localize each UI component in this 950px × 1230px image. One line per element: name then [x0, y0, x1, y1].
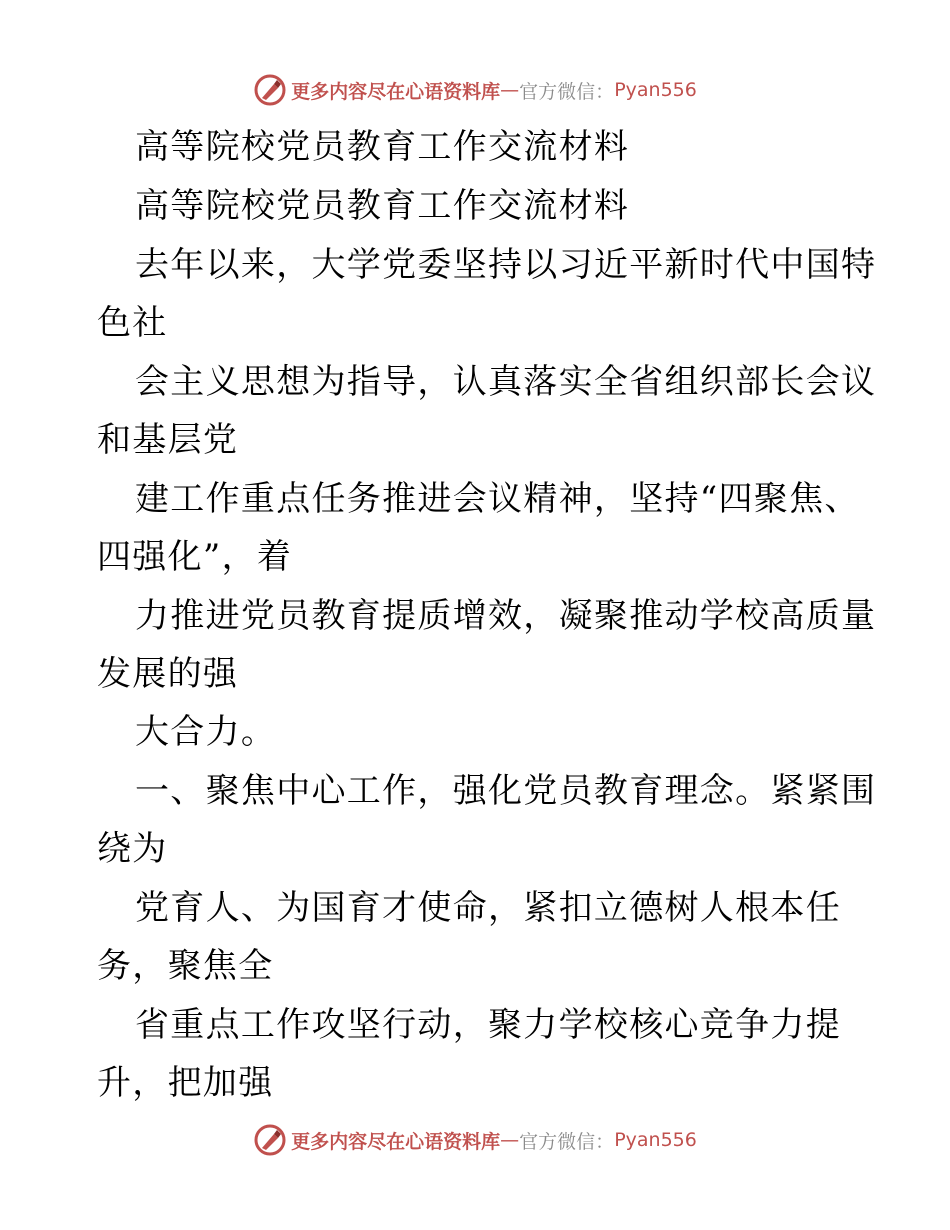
- paragraph-line: 务，聚焦全: [97, 946, 274, 986]
- header-watermark-banner: [0, 70, 950, 110]
- banner-main-text: 更多内容尽在心语资料库: [291, 1130, 501, 1153]
- banner-wechat-label: 官方微信：: [519, 1130, 615, 1153]
- banner-dash: —: [500, 79, 520, 101]
- paragraph-line: 色社: [97, 303, 168, 343]
- paragraph-line: 和基层党: [97, 420, 239, 460]
- paragraph-line: 大合力。: [135, 712, 277, 752]
- paragraph-line: 绕为: [97, 829, 168, 869]
- paragraph-line: 建工作重点任务推进会议精神，坚持“四聚焦、: [135, 479, 860, 519]
- banner-main-text: 更多内容尽在心语资料库: [291, 80, 501, 103]
- paragraph-line: 去年以来，大学党委坚持以习近平新时代中国特: [135, 245, 877, 285]
- banner-wechat-id: Pyan556: [614, 79, 697, 101]
- paragraph-line: 会主义思想为指导，认真落实全省组织部长会议: [135, 362, 877, 402]
- paragraph-line: 党育人、为国育才使命，紧扣立德树人根本任: [135, 888, 841, 928]
- pen-logo-icon: [253, 1123, 287, 1157]
- banner-wechat-id: Pyan556: [614, 1129, 697, 1151]
- banner-dash: —: [500, 1129, 520, 1151]
- paragraph-line: 发展的强: [97, 654, 239, 694]
- paragraph-line: 四强化”，着: [97, 537, 293, 577]
- banner-wechat-label: 官方微信：: [519, 80, 615, 103]
- doc-title-repeat: 高等院校党员教育工作交流材料: [135, 186, 630, 226]
- pen-logo-icon: [253, 73, 287, 107]
- paragraph-line: 力推进党员教育提质增效，凝聚推动学校高质量: [135, 596, 877, 636]
- paragraph-line: 省重点工作攻坚行动，聚力学校核心竞争力提: [135, 1005, 841, 1045]
- footer-watermark-banner: [0, 1120, 950, 1160]
- paragraph-line: 升，把加强: [97, 1063, 274, 1103]
- section-heading-line: 一、聚焦中心工作，强化党员教育理念。紧紧围: [135, 771, 877, 811]
- doc-title: 高等院校党员教育工作交流材料: [135, 127, 630, 167]
